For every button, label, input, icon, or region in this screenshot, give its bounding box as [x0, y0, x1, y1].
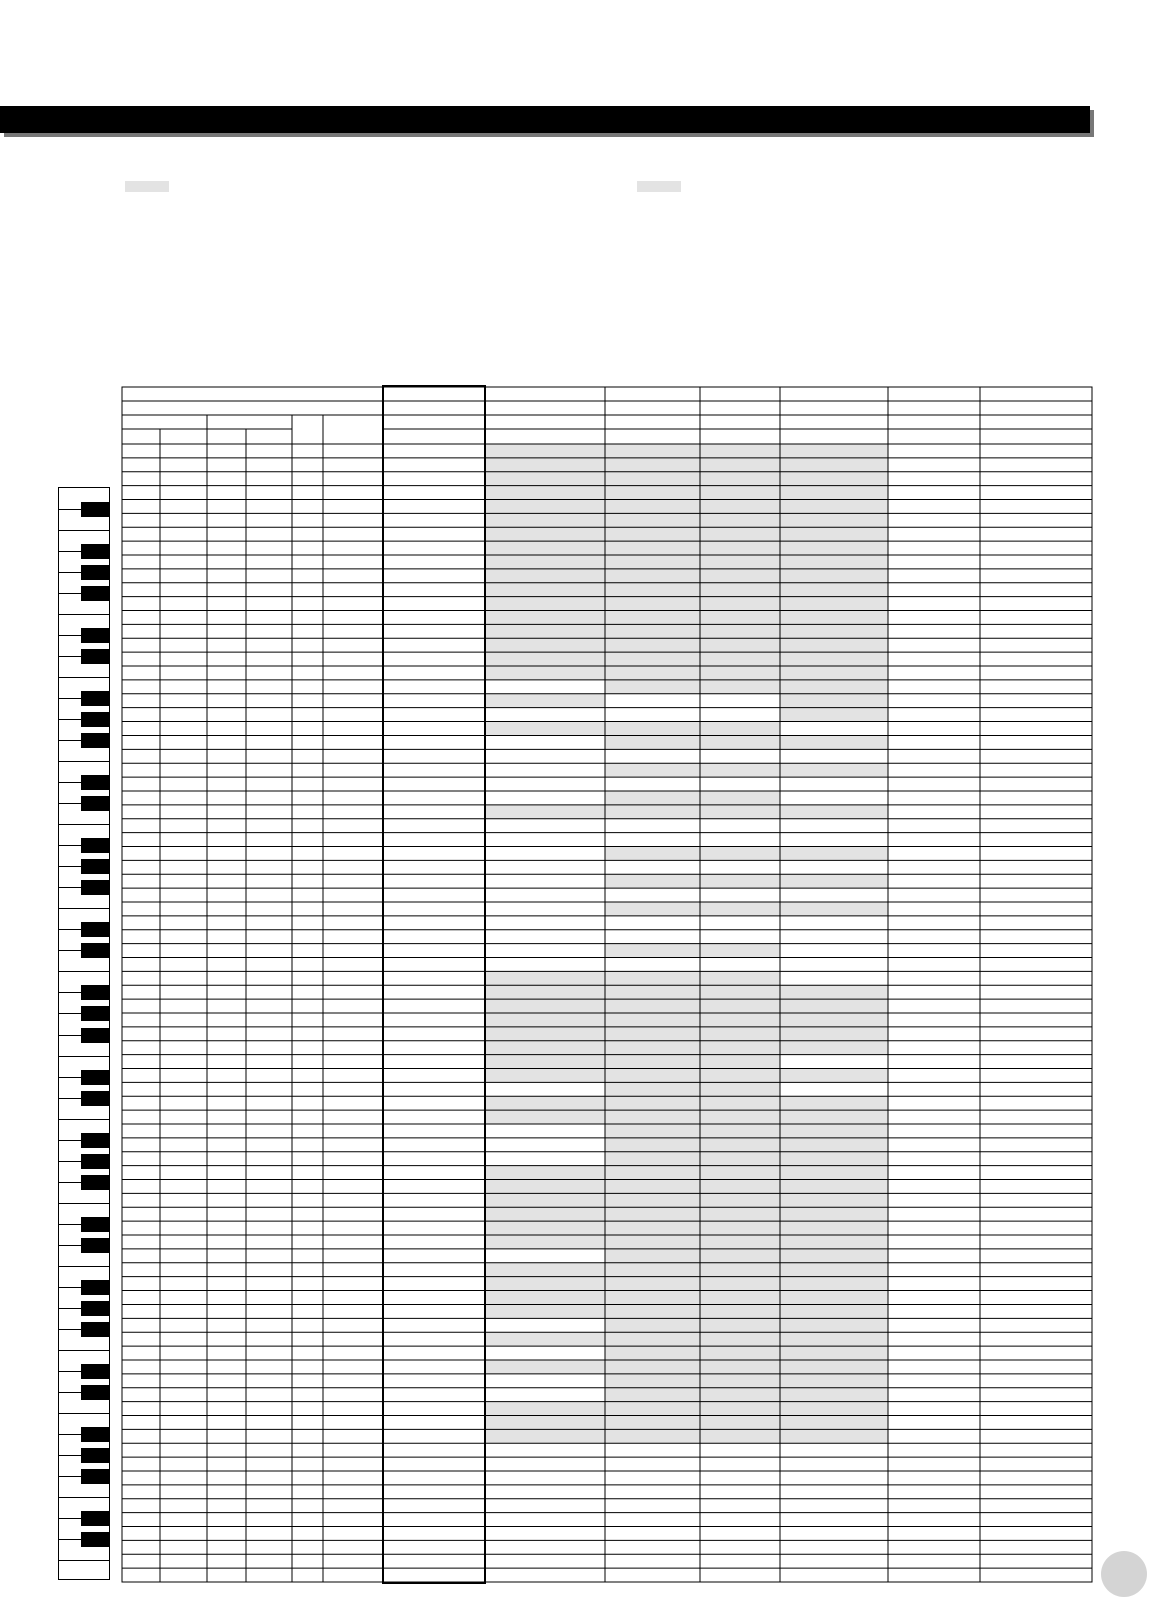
- shaded-cell: [780, 985, 888, 1054]
- shaded-cell: [485, 1402, 605, 1444]
- shaded-cell: [780, 1096, 888, 1443]
- shaded-cell: [605, 944, 700, 958]
- page-number-badge: [1101, 1551, 1147, 1597]
- shaded-cell: [605, 763, 700, 777]
- shaded-cell: [780, 874, 888, 888]
- shaded-cell: [700, 944, 780, 958]
- shaded-cell: [700, 874, 780, 888]
- shaded-cell: [780, 902, 888, 916]
- shaded-cell: [605, 874, 700, 888]
- shaded-cell: [700, 902, 780, 916]
- shaded-cell: [485, 722, 605, 736]
- shaded-cell: [780, 763, 888, 777]
- shaded-cell: [485, 1332, 605, 1346]
- shaded-cell: [780, 1069, 888, 1083]
- shaded-cell: [700, 763, 780, 777]
- shaded-cell: [700, 846, 780, 860]
- shaded-cell: [780, 735, 888, 749]
- shaded-cell: [485, 805, 605, 819]
- shaded-cell: [485, 444, 605, 680]
- highlighted-column-frame: [383, 386, 485, 1583]
- shaded-cell: [780, 846, 888, 860]
- shaded-cell: [780, 805, 888, 819]
- shaded-cell: [485, 1360, 605, 1374]
- shaded-cell: [605, 846, 700, 860]
- shaded-cell: [485, 694, 605, 708]
- shaded-cell: [605, 902, 700, 916]
